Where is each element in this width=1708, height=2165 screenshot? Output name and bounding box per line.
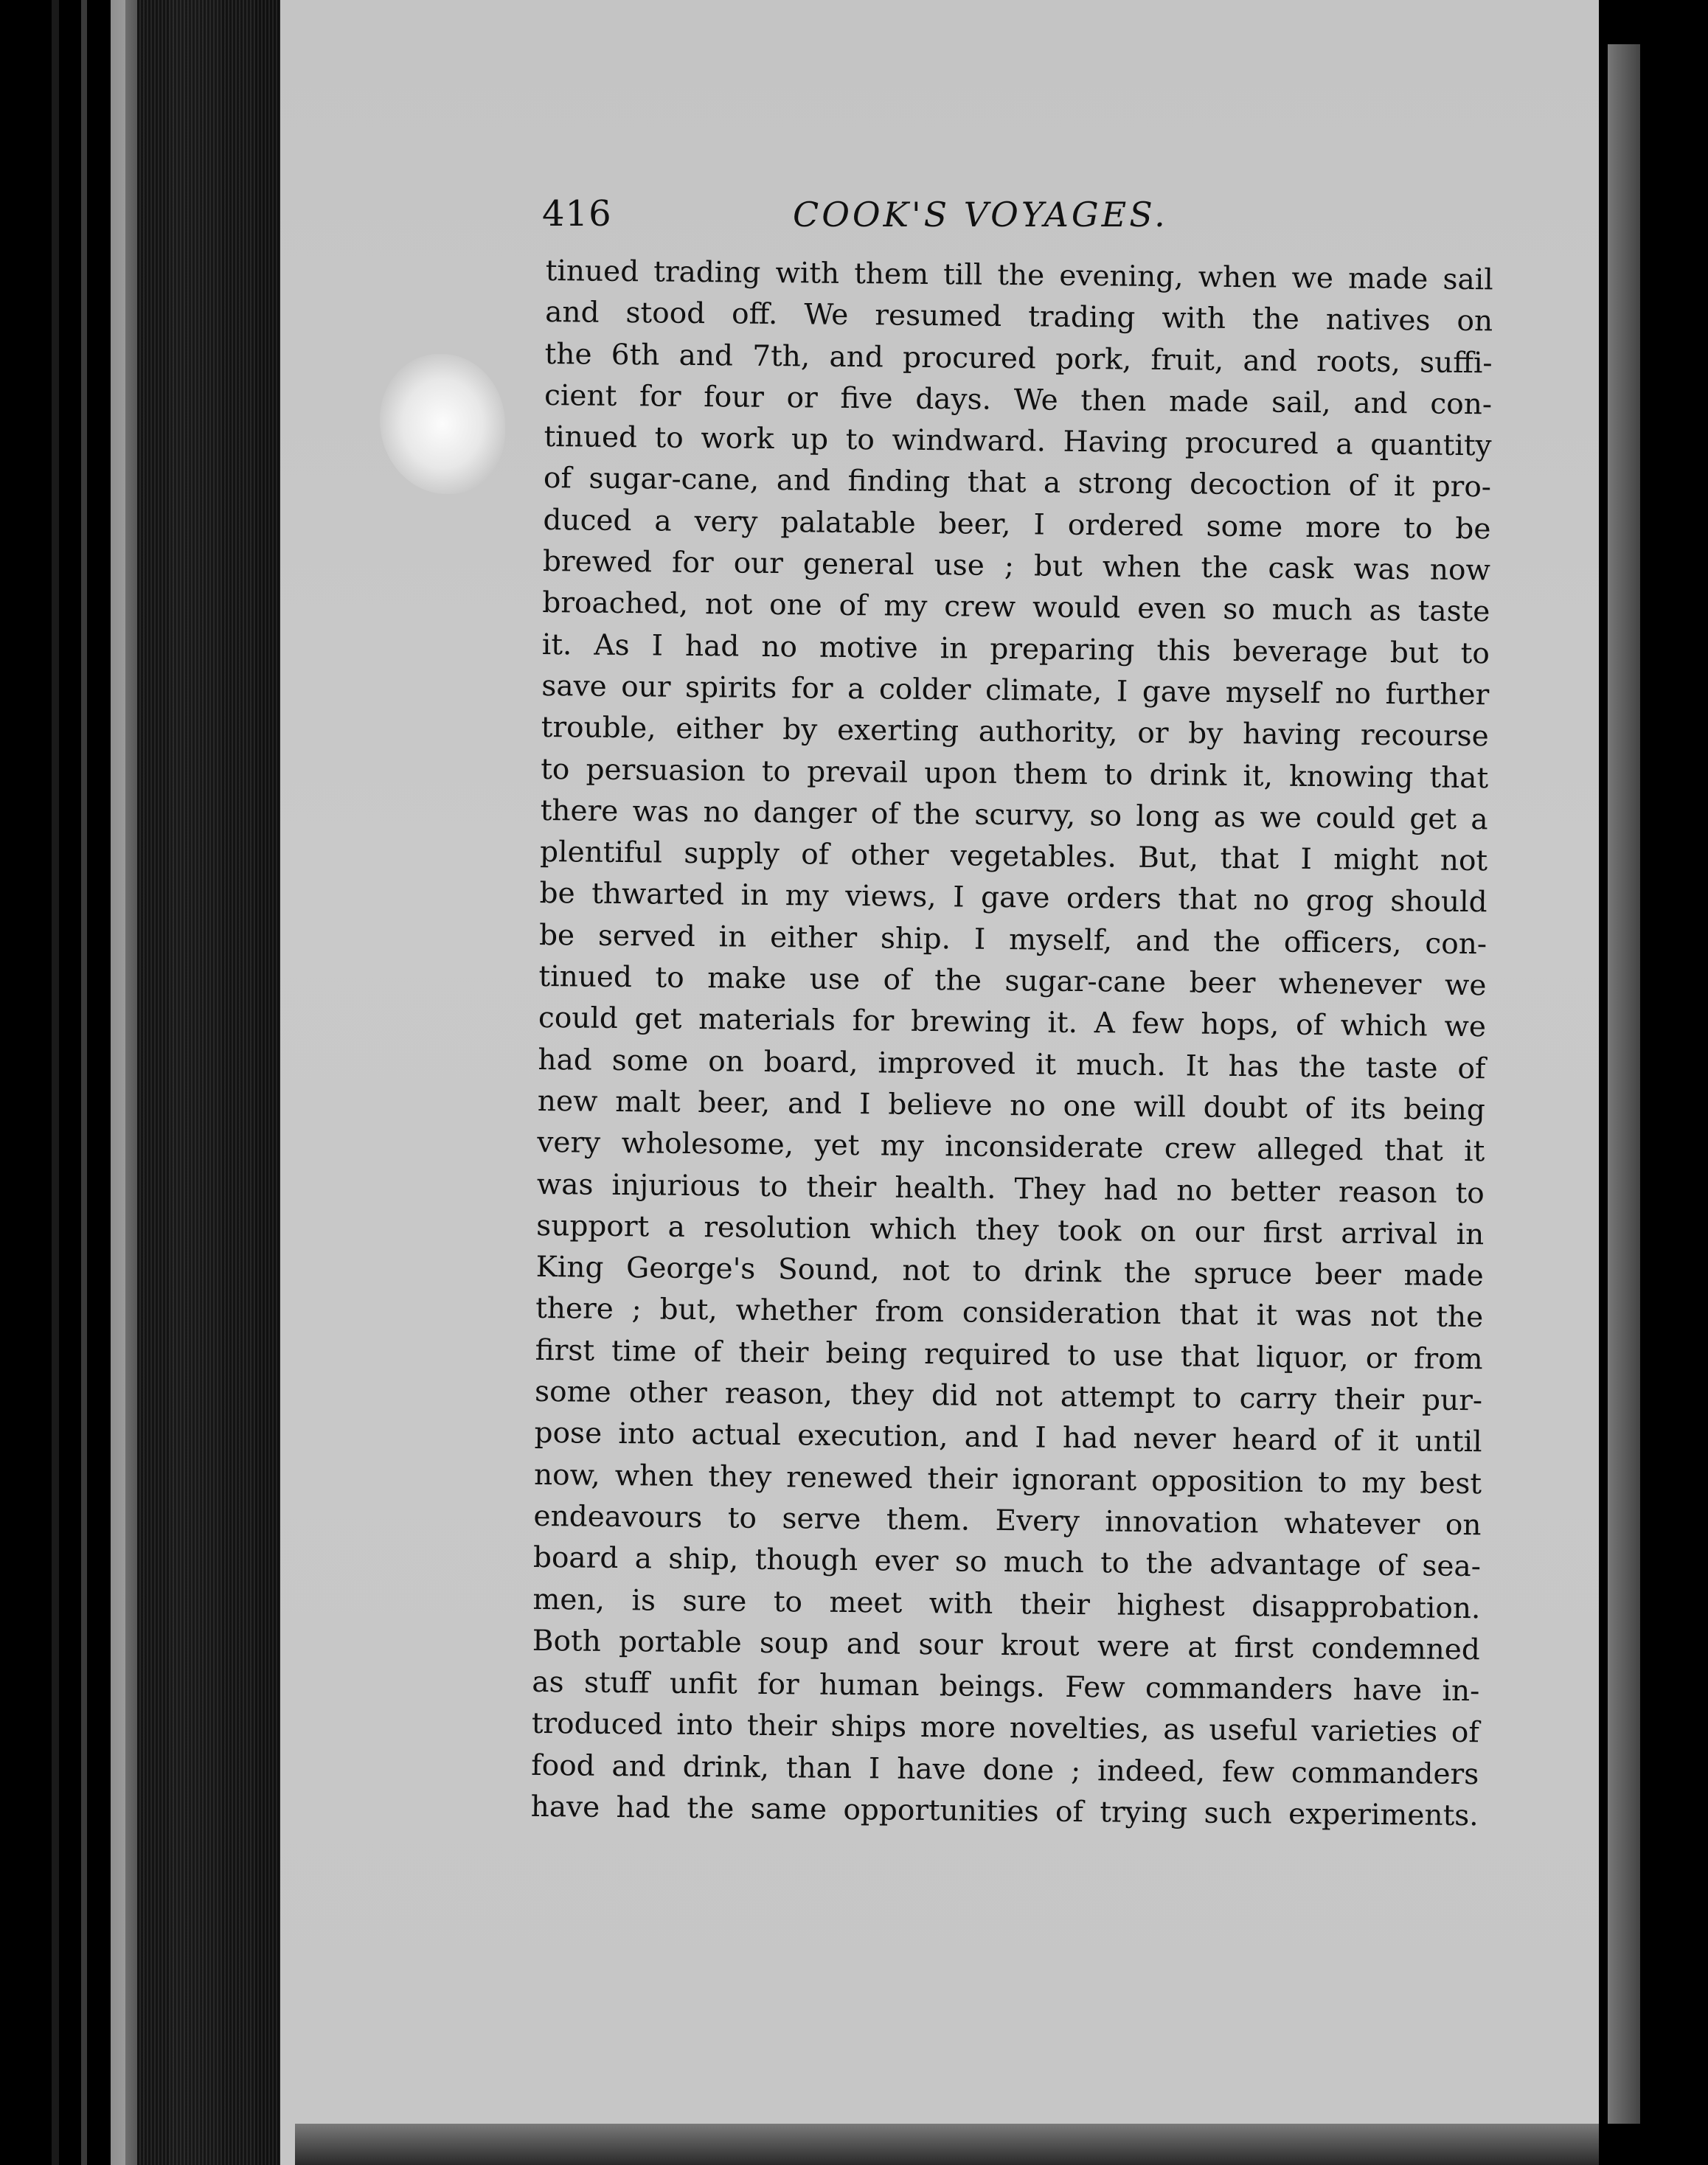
text-line: of sugar-cane, and finding that a strong decoction of it pro- [543,462,1492,504]
text-line: had some on board, improved it much. It has the taste of [538,1043,1486,1085]
text-line: Both portable soup and sour krout were at first condemned [532,1624,1481,1667]
text-line: very wholesome, yet my inconsiderate crew alleged that it [537,1126,1485,1169]
page-number: 416 [542,193,612,234]
text-line: King George's Sound, not to drink the spruce beer made [535,1251,1484,1293]
text-line: new malt beer, and I believe no one will doubt of its being [537,1084,1486,1127]
text-line: pose into actual execution, and I had never heard of it until [534,1417,1482,1459]
text-line: cient for four or five days. We then made sail, and con- [544,378,1493,422]
text-line: troduced into their ships more novelties, as useful varieties of [531,1707,1479,1750]
facing-page-edge [1608,44,1640,2124]
text-line: duced a very palatable beer, I ordered some more to be [543,503,1491,546]
running-title: COOK'S VOYAGES. [793,195,1168,234]
text-line: plentiful supply of other vegetables. But, that I might not [539,835,1488,878]
text-line: could get materials for brewing it. A few hops, of which we [538,1001,1487,1044]
text-line: broached, not one of my crew would even so much as taste [542,586,1490,629]
text-line: now, when they renewed their ignorant opposition to my best [533,1458,1482,1501]
text-line: the 6th and 7th, and procured pork, fruit, and roots, suffi- [544,337,1493,380]
text-line: some other reason, they did not attempt to carry their pur- [534,1375,1483,1418]
text-line: tinued trading with them till the evening, when we made sail [545,254,1493,297]
text-line: be thwarted in my views, I gave orders that no grog should [539,877,1487,920]
text-line: save our spirits for a colder climate, I gave myself no further [541,669,1490,712]
text-line: have had the same opportunities of trying such experiments. [530,1790,1479,1833]
text-line: it. As I had no motive in preparing this beverage but to [541,628,1490,670]
text-line: brewed for our general use ; but when the cask was now [542,545,1491,588]
text-line: to persuasion to prevail upon them to drink it, knowing that [541,752,1489,795]
text-line: endeavours to serve them. Every innovation whatever on [533,1499,1482,1543]
text-line: tinued to make use of the sugar-cane beer whenever we [538,960,1487,1003]
body-text [530,251,1493,1838]
page-header [542,193,1471,252]
text-line: be served in either ship. I myself, and the officers, con- [538,918,1487,962]
text-line: board a ship, though ever so much to the advantage of sea- [532,1541,1482,1584]
text-line: first time of their being required to use that liquor, or from [535,1333,1483,1376]
text-line: there was no danger of the scurvy, so long as we could get a [540,793,1488,837]
page-edges [137,0,285,2165]
text-line: and stood off. We resumed trading with the natives on [544,296,1493,338]
text-line: tinued to work up to windward. Having procured a quantity [544,420,1492,463]
text-line: food and drink, than I have done ; indeed, few commanders [531,1748,1479,1791]
page-bottom-edge [295,2124,1622,2165]
text-line: as stuff unfit for human beings. Few commanders have in- [532,1666,1480,1709]
text-line: men, is sure to meet with their highest disapprobation. [532,1582,1481,1625]
text-line: there ; but, whether from consideration that it was not the [535,1292,1484,1335]
text-line: support a resolution which they took on our first arrival in [536,1209,1485,1252]
text-line: was injurious to their health. They had no better reason to [536,1167,1485,1210]
text-line: trouble, either by exerting authority, or by having recourse [541,711,1489,754]
